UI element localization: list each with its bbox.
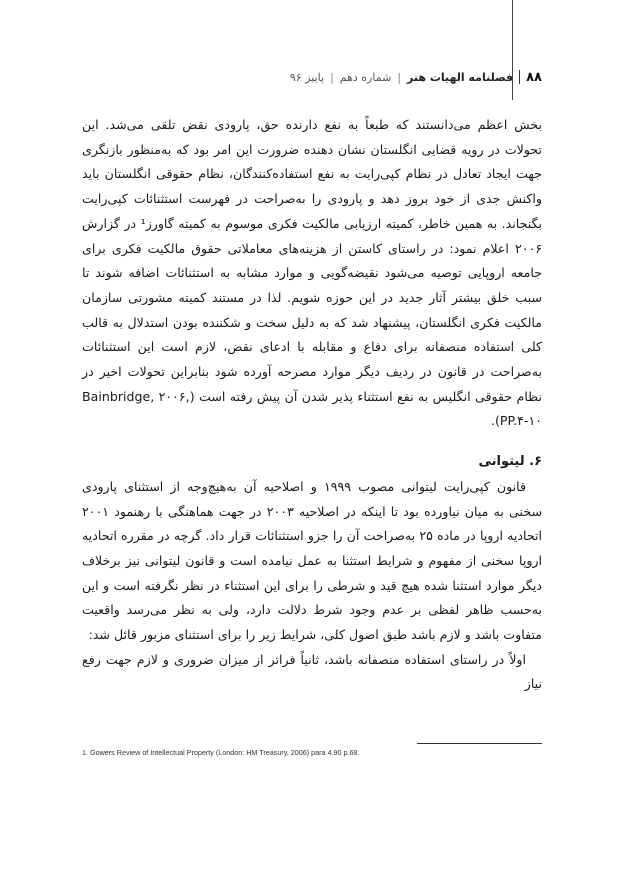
footnote: 1. Gowers Review of Intellectual Property (London: HM Treasury, 2006) para 4.90 p.68. [82,748,360,757]
section-heading: ۶. لیتوانی [478,454,542,470]
header-divider [519,70,520,84]
paragraph-1: بخش اعظم می‌دانستند که طبعاً به نفع دارنده حق، پارودی نقض تلقی می‌شد. این تحولات در رویه قضایی انگلستان نشان دهنده ضرورت این امر بود که به‌منظور بازنگری جهت ایجاد تعادل در نظام کپی‌رایت به نفع استفاده‌کنندگان، نظام حقوقی انگلستان باید واکنش جدی از خود بروز دهد و پارودی را به‌صراحت در فهرست استثنائات کپی‌رایت بگنجاند. به همین خاطر، کمیته ارزیابی مالکیت فکری موسوم به کمیته گاورز¹ در گزارش ۲۰۰۶ اعلام نمود: در راستای کاستن از هزینه‌های معاملاتی حقوق مالکیت فکری برای جامعه اروپایی توصیه می‌شود نقیضه‌گویی و موارد مشابه به استثنائات اضافه شوند تا سبب خلق بیشتر آثار جدید در این حوزه شویم. لذا در مستند کمیته مشورتی سازمان مالکیت فکری انگلستان، پیشنهاد شد که به دلیل سخت و شکننده بودن استدلال به قالب کلی استفاده منصفانه برای دفاع و مقابله با ادعای نقض، لازم است این استثنائات به‌صراحت در قانون در ردیف دیگر موارد مصرحه آورده شود بنابراین تحولات اخیر در نظام حقوقی انگلیس به نفع استثناء پذیر شدن آن پیش رفته است (Bainbridge, ۲۰۰۶, PP.۴-۱۰). [82,117,543,429]
journal-title: فصلنامه الهیات هنر [407,70,514,84]
page-number: ۸۸ [526,69,542,85]
paragraph-2: قانون کپی‌رایت لیتوانی مصوب ۱۹۹۹ و اصلاحیه آن به‌هیچ‌وجه از استثنای پارودی سخنی به میان نیاورده بود تا اینکه در اصلاحیه ۲۰۰۳ در جهت هماهنگی با رهنمود ۲۰۰۱ اتحادیه اروپا در ماده ۲۵ به‌صراحت آن را جزو استثنائات قرار داد. گرچه در مقرره اتحادیه اروپا سخنی از مفهوم و شرایط استثنا به عمل نیامده است و قانون لیتوانی نیز برخلاف دیگر موارد استثنا شده هیچ قید و شرطی را برای این استثناء در نظر نگرفته است و این به‌حسب ظاهر لفظی بر عدم وجود شرط دلالت دارد، ولی به نظر می‌رسد واقعیت متفاوت باشد و لازم باشد طبق اصول کلی، شرایط زیر را برای استثنای مزبور قائل شد: [82,478,542,643]
body-text [82,113,542,697]
season-label: پاییز ۹۶ [289,70,325,84]
paragraph-3: اولاً در راستای استفاده منصفانه باشد، ثانیاً فراتر از میزان ضروری و لازم جهت رفع نیاز [82,651,542,692]
header-separator: | [397,70,402,84]
running-header [82,66,542,88]
footnote-rule [417,743,542,744]
issue-label: شماره دهم [339,70,392,84]
header-separator: | [330,70,334,84]
